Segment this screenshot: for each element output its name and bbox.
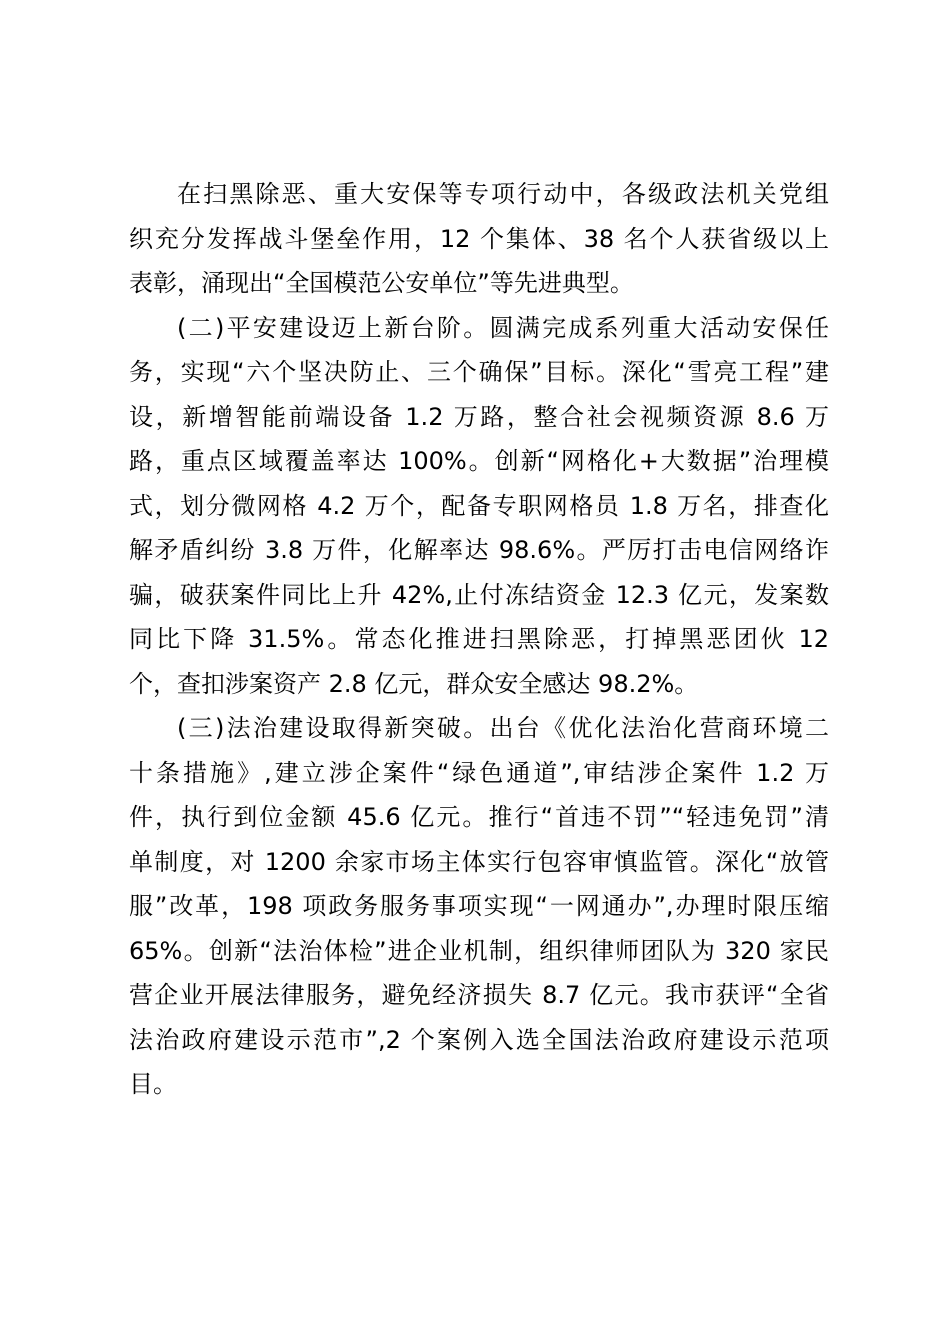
text-line: 营企业开展法律服务，避免经济损失 8.7 亿元。我市获评“全省: [129, 981, 829, 1009]
document-body: [129, 172, 829, 1107]
text-line: 式，划分微网格 4.2 万个，配备专职网格员 1.8 万名，排查化: [129, 491, 829, 520]
text-line: 解矛盾纠纷 3.8 万件，化解率达 98.6%。严厉打击电信网络诈: [129, 536, 829, 564]
text-line: 法治政府建设示范市”,2 个案例入选全国法治政府建设示范项: [129, 1025, 829, 1054]
text-line: 务，实现“六个坚决防止、三个确保”目标。深化“雪亮工程”建: [129, 358, 829, 386]
text-line: 设，新增智能前端设备 1.2 万路，整合社会视频资源 8.6 万: [129, 402, 829, 431]
text-line: 在扫黑除恶、重大安保等专项行动中，各级政法机关党组: [177, 180, 829, 208]
text-line: 65%。创新“法治体检”进企业机制，组织律师团队为 320 家民: [129, 936, 829, 965]
text-line: 个，查扣涉案资产 2.8 亿元，群众安全感达 98.2%。: [129, 669, 699, 698]
text-line: 表彰，涌现出“全国模范公安单位”等先进典型。: [129, 269, 634, 297]
text-line: 十条措施》,建立涉企案件“绿色通道”,审结涉企案件 1.2 万: [129, 758, 829, 787]
text-line: 目。: [129, 1070, 177, 1098]
text-line: 单制度，对 1200 余家市场主体实行包容审慎监管。深化“放管: [129, 847, 829, 876]
text-line: 织充分发挥战斗堡垒作用，12 个集体、38 名个人获省级以上: [129, 224, 829, 253]
text-line: 骗，破获案件同比上升 42%,止付冻结资金 12.3 亿元，发案数: [129, 580, 829, 609]
text-line: 件，执行到位金额 45.6 亿元。推行“首违不罚”“轻违免罚”清: [129, 803, 829, 831]
section-heading-line: (三)法治建设取得新突破。出台《优化法治化营商环境二: [177, 714, 829, 742]
section-heading-line: (二)平安建设迈上新台阶。圆满完成系列重大活动安保任: [177, 313, 829, 342]
text-line: 路，重点区域覆盖率达 100%。创新“网格化+大数据”治理模: [129, 447, 829, 475]
text-line: 服”改革，198 项政务服务事项实现“一网通办”,办理时限压缩: [129, 892, 829, 920]
text-line: 同比下降 31.5%。常态化推进扫黑除恶，打掉黑恶团伙 12: [129, 625, 829, 653]
